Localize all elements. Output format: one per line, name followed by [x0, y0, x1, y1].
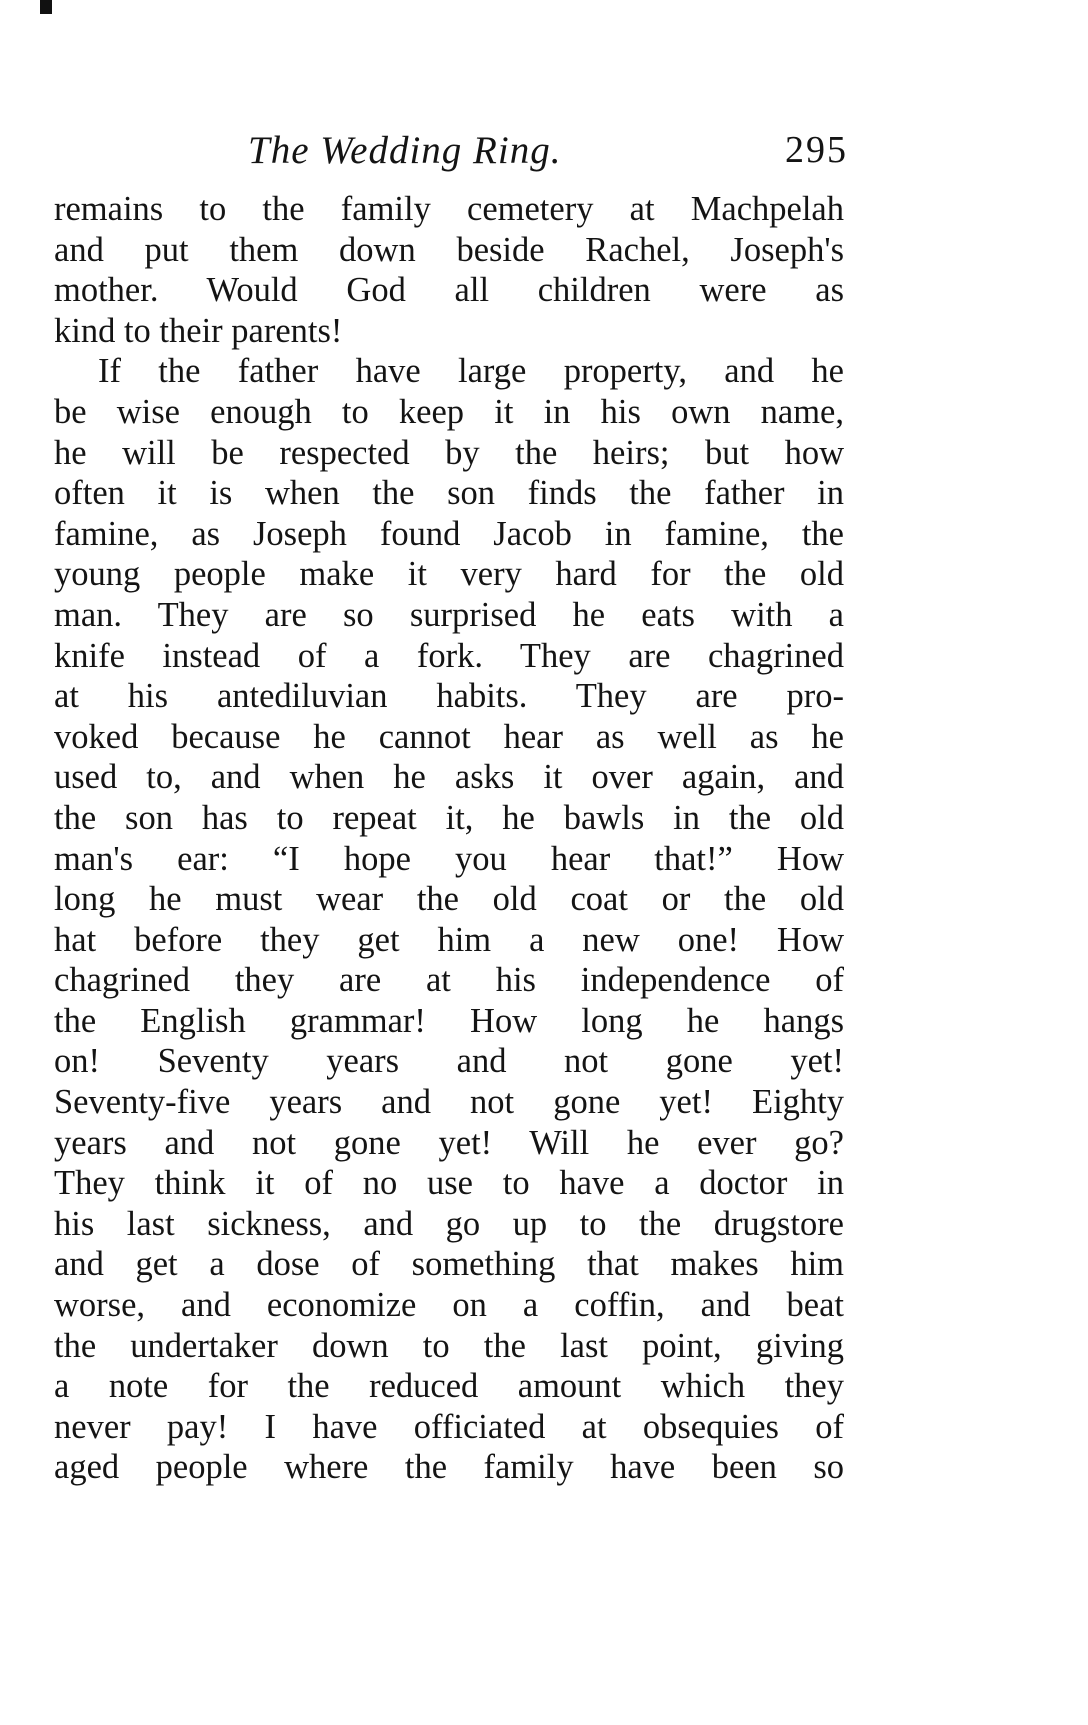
- body-text: [54, 189, 844, 1488]
- text-line: be wise enough to keep it in his own name,: [54, 392, 844, 431]
- text-line: kind to their parents!: [54, 311, 343, 350]
- text-line: he will be respected by the heirs; but how: [54, 433, 844, 472]
- text-line: his last sickness, and go up to the drugstore: [54, 1204, 844, 1243]
- text-line: long he must wear the old coat or the old: [54, 880, 844, 919]
- text-line: man's ear: “I hope you hear that!” How: [54, 839, 844, 878]
- text-line: often it is when the son finds the father in: [54, 474, 844, 513]
- text-line: and put them down beside Rachel, Joseph's: [54, 230, 844, 269]
- text-line: on! Seventy years and not gone yet!: [54, 1042, 844, 1081]
- paragraph-first-line: If the father have large property, and he: [98, 352, 844, 391]
- chapter-title: The Wedding Ring.: [248, 129, 562, 172]
- text-line: and get a dose of something that makes him: [54, 1245, 844, 1284]
- text-line: man. They are so surprised he eats with a: [54, 595, 844, 634]
- text-line: the son has to repeat it, he bawls in the old: [54, 798, 844, 837]
- text-line: used to, and when he asks it over again, and: [54, 758, 844, 797]
- text-line: remains to the family cemetery at Machpelah: [54, 190, 844, 228]
- text-line: the English grammar! How long he hangs: [54, 1001, 844, 1040]
- text-line: worse, and economize on a coffin, and beat: [54, 1286, 844, 1325]
- page-number: 295: [785, 129, 848, 171]
- scan-mark: [40, 0, 52, 14]
- text-line: voked because he cannot hear as well as he: [54, 717, 844, 756]
- text-line: never pay! I have officiated at obsequies of: [54, 1407, 844, 1446]
- text-line: Seventy-five years and not gone yet! Eighty: [54, 1083, 844, 1122]
- text-line: aged people where the family have been so: [54, 1448, 844, 1487]
- text-line: at his antediluvian habits. They are pro-: [54, 677, 844, 716]
- text-line: mother. Would God all children were as: [54, 271, 844, 310]
- text-line: hat before they get him a new one! How: [54, 920, 844, 959]
- text-line: famine, as Joseph found Jacob in famine, the: [54, 514, 844, 553]
- text-line: young people make it very hard for the old: [54, 555, 844, 594]
- text-line: knife instead of a fork. They are chagrined: [54, 636, 844, 675]
- running-head: [238, 128, 848, 178]
- text-line: the undertaker down to the last point, giving: [54, 1326, 844, 1365]
- text-line: They think it of no use to have a doctor in: [54, 1164, 844, 1203]
- text-line: a note for the reduced amount which they: [54, 1367, 844, 1406]
- text-line: years and not gone yet! Will he ever go?: [54, 1123, 844, 1162]
- text-line: chagrined they are at his independence of: [54, 961, 844, 1000]
